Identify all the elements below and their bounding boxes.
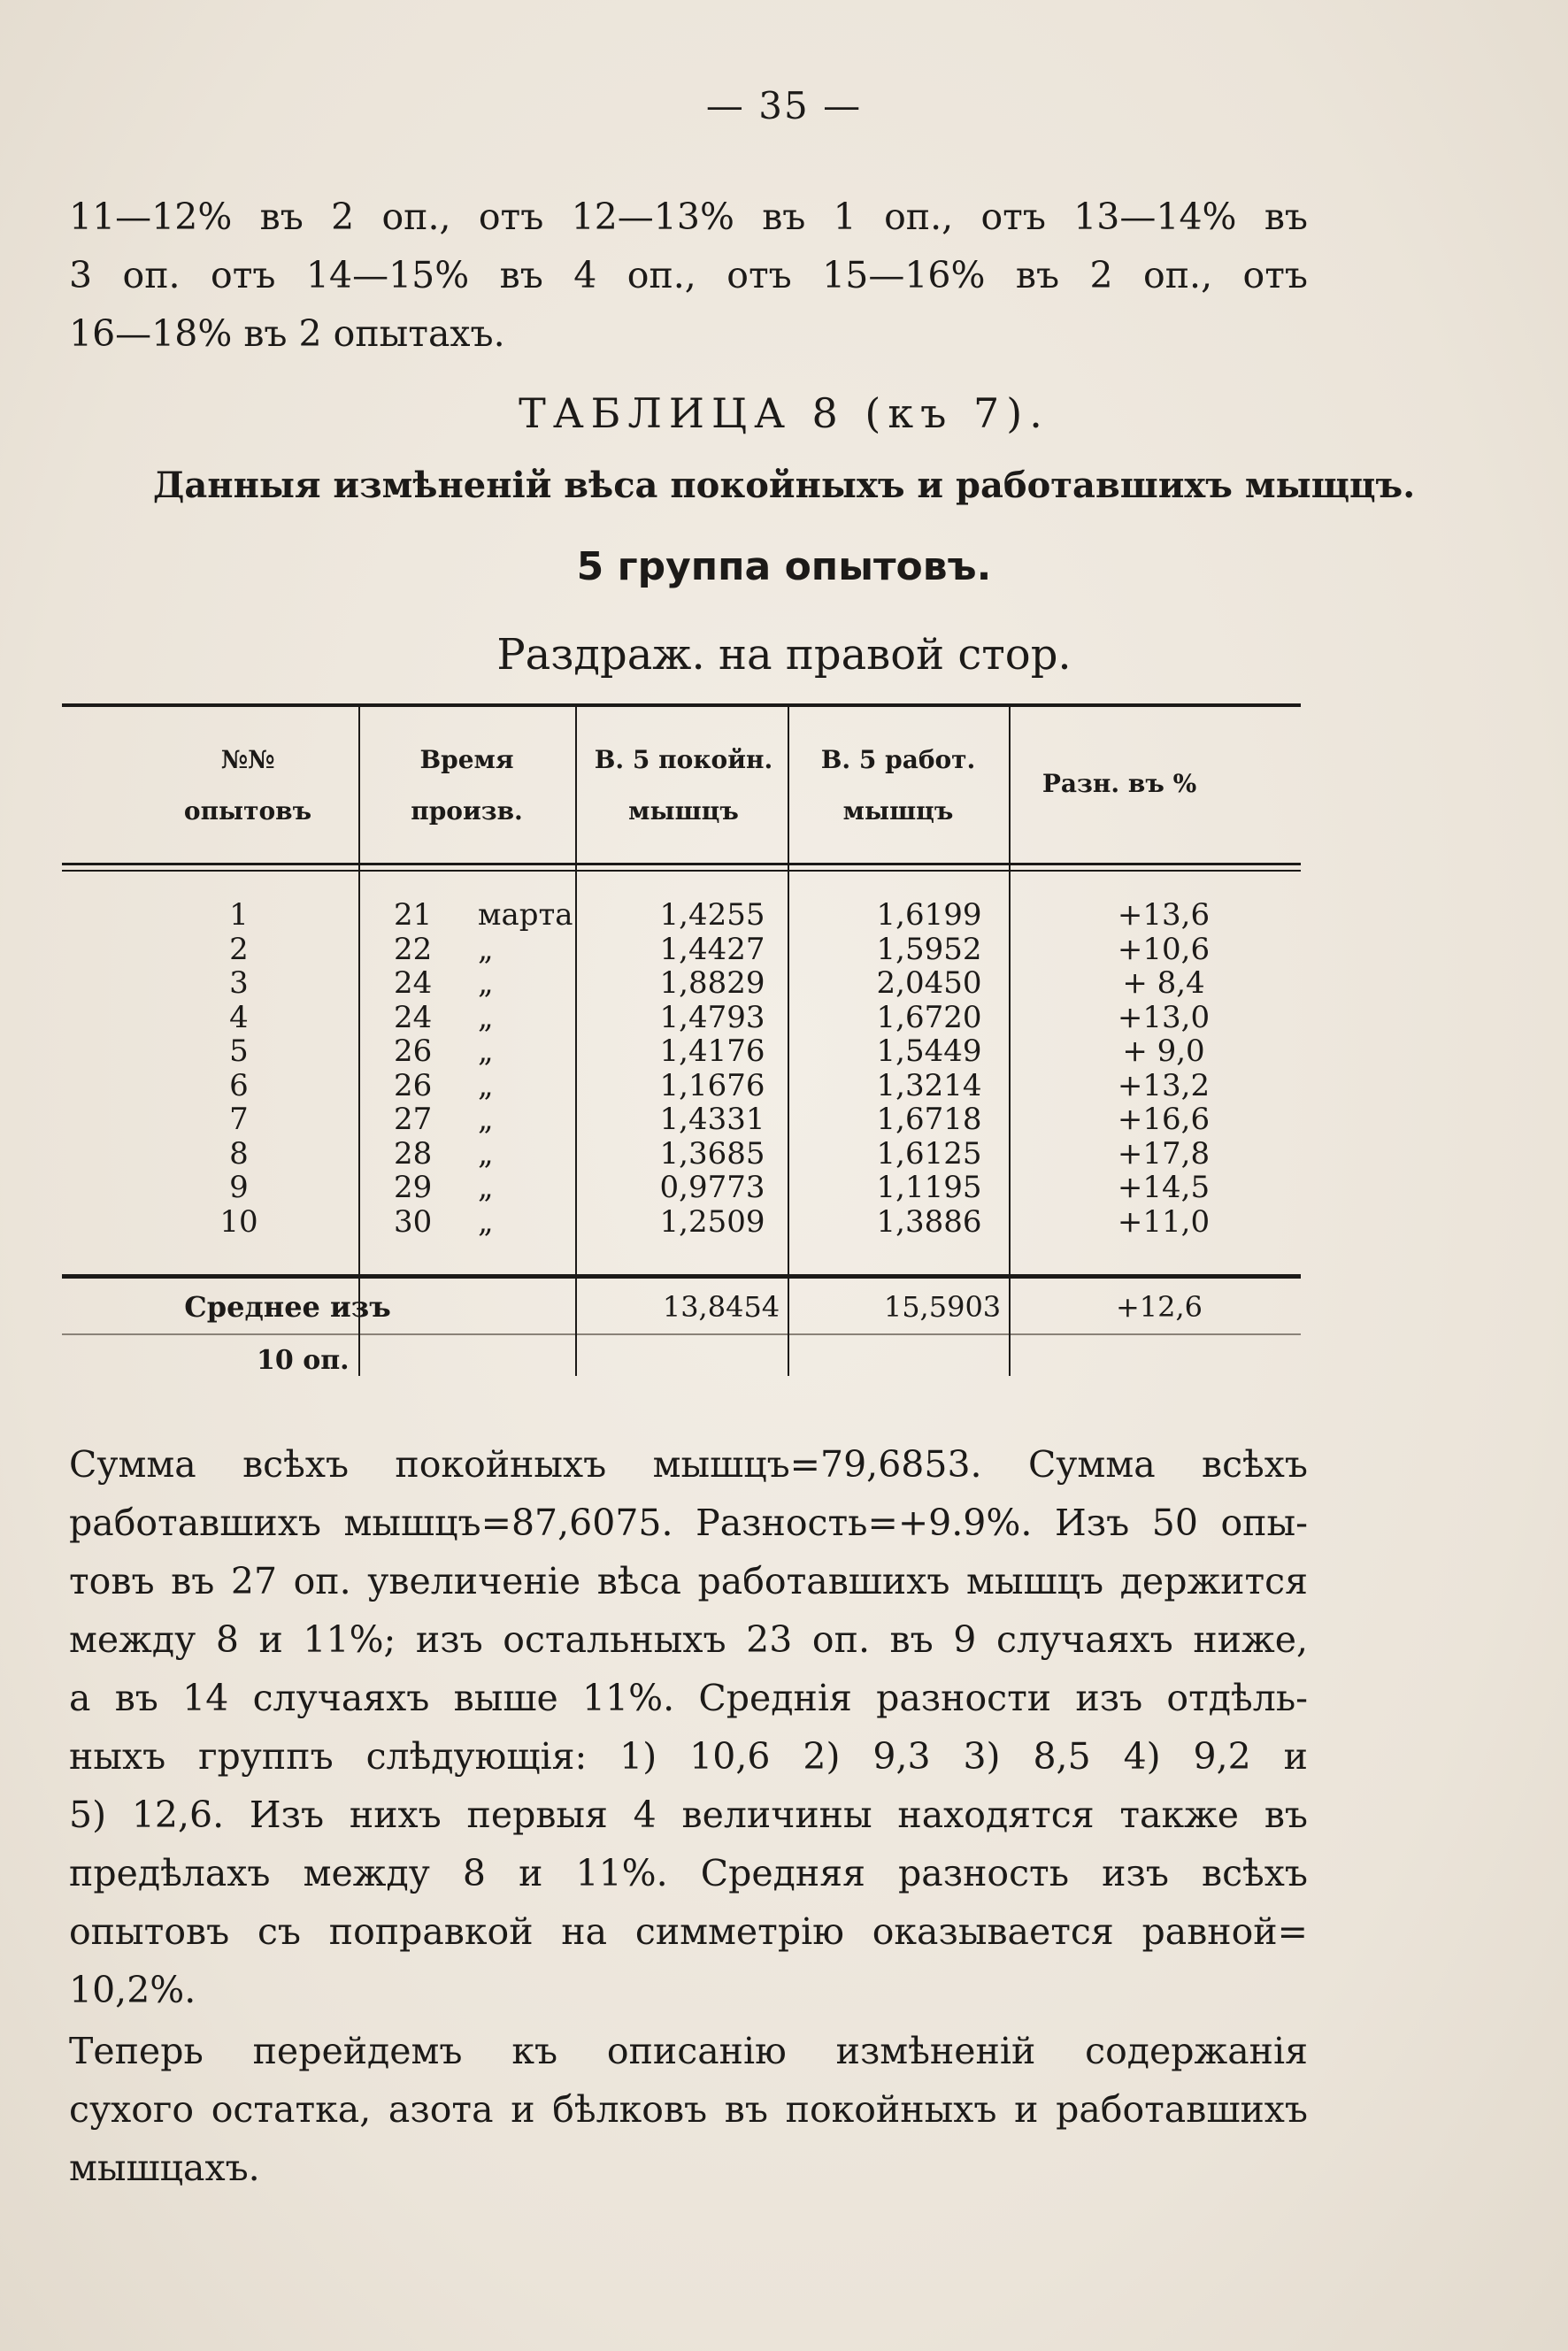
text-line: мышцахъ. [69,2147,260,2189]
weights-table [62,703,1301,1394]
difference-cell: +13,2 [1117,1067,1211,1103]
experiment-number-cell: 3 [229,965,249,1001]
date-month-cell: „ [478,1135,494,1172]
date-month-cell: „ [478,965,494,1001]
text-line: 5) 12,6. Изъ нихъ первыя 4 величины находятся также въ [69,1794,1308,1836]
date-day-cell: 26 [394,1067,433,1103]
text-line: 11—12% въ 2 оп., отъ 12—13% въ 1 оп., отъ 13—14% въ [69,196,1308,238]
text-line: Теперь перейдемъ къ описанію измѣненій содержанія [69,2030,1308,2072]
difference-cell: +14,5 [1117,1170,1211,1205]
working-weight-cell: 1,5952 [876,931,982,967]
date-month-cell: „ [478,999,494,1035]
table-subtitle: Данныя измѣненій вѣса покойныхъ и работавшихъ мыщцъ. [152,465,1416,506]
working-weight-cell: 1,5449 [876,1033,982,1069]
text-line: Сумма всѣхъ покойныхъ мышцъ=79,6853. Сумма всѣхъ [69,1443,1308,1486]
experiment-number-cell: 5 [229,1033,249,1069]
working-weight-cell: 2,0450 [876,965,982,1001]
table-row [62,1069,1301,1103]
date-month-cell: „ [478,931,494,967]
summary-rest: 13,8454 [662,1290,780,1324]
text-line: а въ 14 случаяхъ выше 11%. Среднія разности изъ отдѣль- [69,1677,1308,1719]
text-line: между 8 и 11%; изъ остальныхъ 23 оп. въ 9 случаяхъ ниже, [69,1618,1308,1661]
summary-label: Среднее изъ [184,1290,391,1324]
table-title: ТАБЛИЦА 8 (къ 7). [519,389,1049,437]
resting-weight-cell: 1,1676 [659,1067,765,1103]
table-row [62,933,1301,966]
group-title: 5 группа опытовъ. [576,544,992,589]
resting-weight-cell: 1,2509 [659,1203,765,1240]
experiment-number-cell: 7 [229,1102,249,1137]
table-rule-top [62,703,1301,707]
resting-weight-cell: 1,4255 [659,897,765,933]
table-row [62,1103,1301,1136]
resting-weight-cell: 1,4331 [659,1102,765,1137]
table-row [62,1001,1301,1034]
table-row [62,1205,1301,1239]
difference-cell: +17,8 [1117,1135,1211,1172]
difference-cell: +16,6 [1117,1102,1211,1137]
date-month-cell: „ [478,1033,494,1069]
date-month-cell: „ [478,1102,494,1137]
working-weight-cell: 1,6125 [876,1135,982,1172]
table-row [62,1137,1301,1171]
closing-paragraph [69,2022,1308,2197]
table-rule-summary [62,1333,1301,1335]
table-row [62,1171,1301,1204]
difference-cell: +13,0 [1117,999,1211,1035]
resting-weight-cell: 1,3685 [659,1135,765,1172]
date-day-cell: 26 [394,1033,433,1069]
header-time: Время произв. [411,745,523,826]
text-line: предѣлахъ между 8 и 11%. Средняя разность изъ всѣхъ [69,1852,1308,1894]
date-day-cell: 30 [394,1203,433,1240]
header-working-weight: В. 5 работ. мышцъ [820,745,976,826]
summary-work: 15,5903 [883,1290,1002,1324]
experiment-number-cell: 10 [219,1203,258,1240]
date-day-cell: 22 [394,931,433,967]
difference-cell: +13,6 [1117,897,1211,933]
experiment-number-cell: 6 [229,1067,249,1103]
text-line: 10,2%. [69,1969,196,2011]
experiment-number-cell: 8 [229,1135,249,1172]
header-resting-weight: В. 5 покойн. мышцъ [594,745,773,826]
text-line: товъ въ 27 оп. увеличеніе вѣса работавшихъ мышцъ держится [69,1560,1308,1602]
table-rule-header-2 [62,870,1301,872]
difference-cell: + 8,4 [1122,965,1205,1001]
working-weight-cell: 1,1195 [876,1170,982,1205]
header-experiment-number: №№ опытовъ [183,745,312,826]
difference-cell: + 9,0 [1122,1033,1205,1069]
resting-weight-cell: 1,4793 [659,999,765,1035]
date-day-cell: 27 [394,1102,433,1137]
difference-cell: +11,0 [1117,1203,1211,1240]
text-line: 16—18% въ 2 опытахъ. [69,312,505,355]
date-month-cell: марта [478,897,573,933]
date-day-cell: 29 [394,1170,433,1205]
experiment-number-cell: 4 [229,999,249,1035]
table-row [62,1034,1301,1068]
date-month-cell: „ [478,1170,494,1205]
text-line: опытовъ съ поправкой на симметрію оказывается равной= [69,1910,1308,1953]
text-line: работавшихъ мышцъ=87,6075. Разность=+9.9%. Изъ 50 опы- [69,1502,1308,1544]
working-weight-cell: 1,3886 [876,1203,982,1240]
resting-weight-cell: 1,8829 [659,965,765,1001]
table-row [62,966,1301,1000]
stimulus-caption: Раздраж. на правой стор. [496,630,1072,680]
date-day-cell: 28 [394,1135,433,1172]
intro-paragraph [69,188,1308,363]
date-month-cell: „ [478,1067,494,1103]
text-line: сухого остатка, азота и бѣлковъ въ покойныхъ и работавшихъ [69,2088,1308,2131]
summary-row [62,1287,1301,1327]
header-difference-percent: Разн. въ % [1041,769,1197,798]
date-month-cell: „ [478,1203,494,1240]
experiment-number-cell: 2 [229,931,249,967]
working-weight-cell: 1,6720 [876,999,982,1035]
experiment-number-cell: 1 [229,897,249,933]
date-day-cell: 24 [394,999,433,1035]
text-line: ныхъ группъ слѣдующія: 1) 10,6 2) 9,3 3) 8,5 4) 9,2 и [69,1735,1308,1778]
working-weight-cell: 1,6199 [876,897,982,933]
resting-weight-cell: 0,9773 [659,1170,765,1205]
table-rule-header-1 [62,863,1301,865]
table-row [62,898,1301,932]
resting-weight-cell: 1,4427 [659,931,765,967]
date-day-cell: 21 [394,897,433,933]
summary-label-count: 10 оп. [257,1345,350,1376]
page-number: — 35 — [705,84,863,127]
resting-weight-cell: 1,4176 [659,1033,765,1069]
experiment-number-cell: 9 [229,1170,249,1205]
difference-cell: +10,6 [1117,931,1211,967]
working-weight-cell: 1,6718 [876,1102,982,1137]
date-day-cell: 24 [394,965,433,1001]
working-weight-cell: 1,3214 [876,1067,982,1103]
results-paragraph [69,1435,1308,2019]
summary-diff: +12,6 [1115,1290,1203,1324]
text-line: 3 оп. отъ 14—15% въ 4 оп., отъ 15—16% въ 2 оп., отъ [69,254,1308,296]
table-rule-total [62,1274,1301,1279]
